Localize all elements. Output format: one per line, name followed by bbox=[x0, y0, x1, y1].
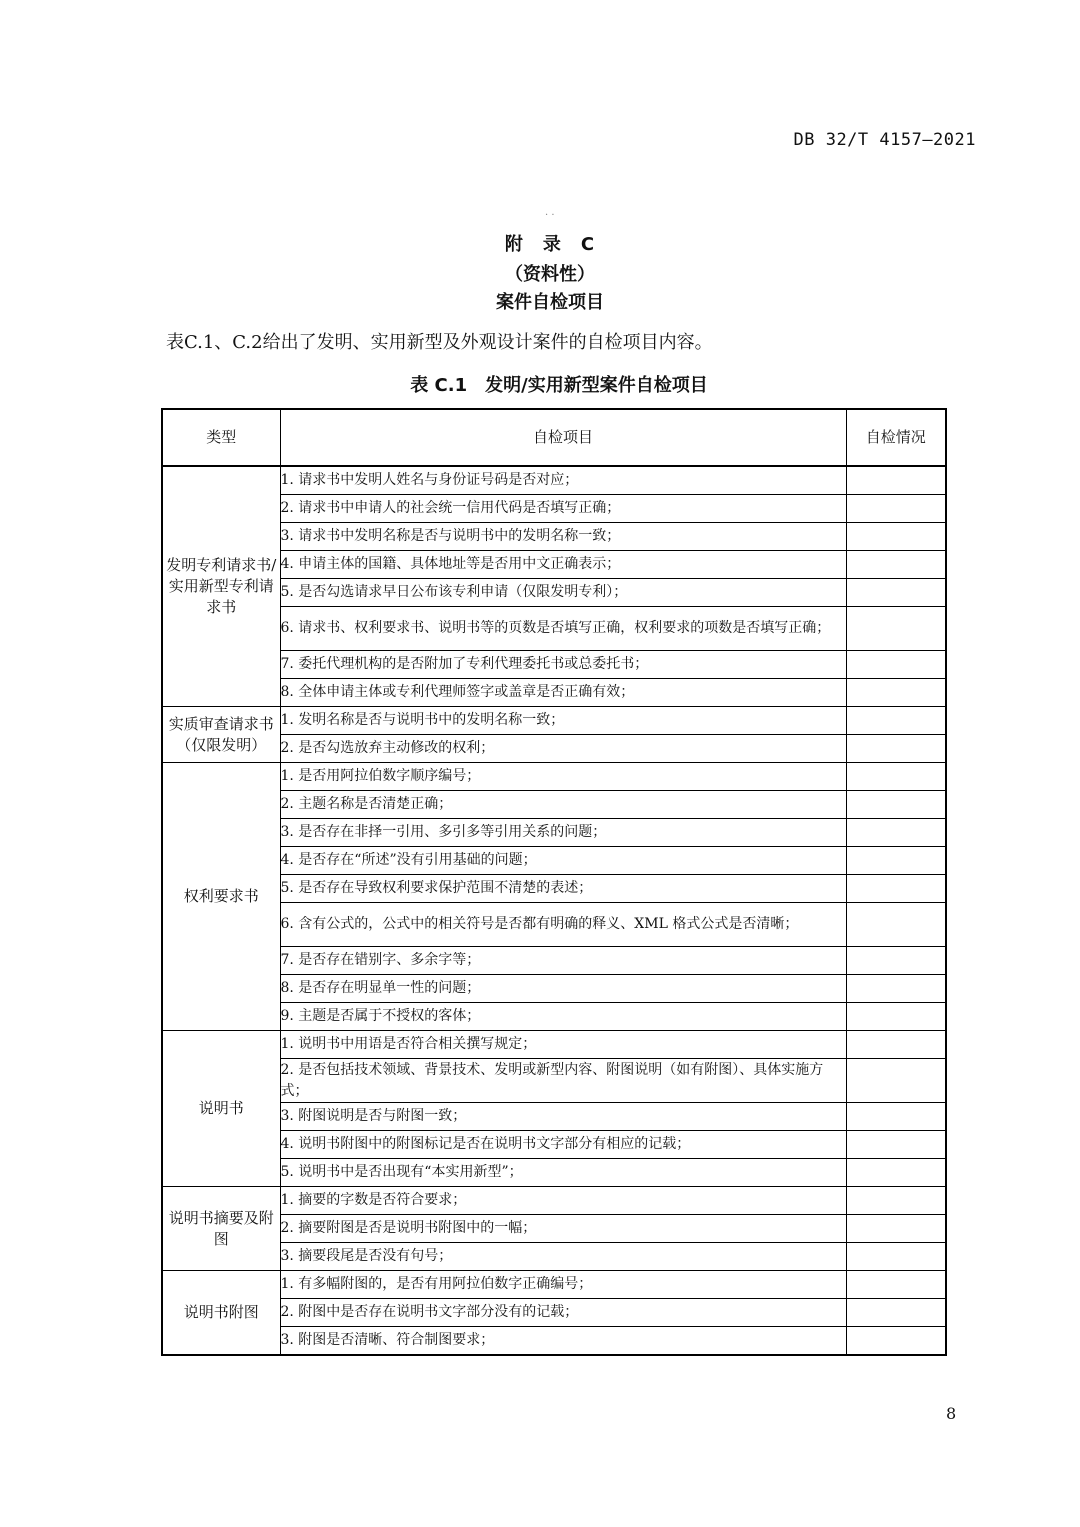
type-cell: 实质审查请求书（仅限发明） bbox=[162, 707, 280, 763]
item-cell: 2. 附图中是否存在说明书文字部分没有的记载； bbox=[280, 1299, 846, 1327]
item-cell: 5. 是否存在导致权利要求保护范围不清楚的表述； bbox=[280, 875, 846, 903]
item-cell: 3. 请求书中发明名称是否与说明书中的发明名称一致； bbox=[280, 523, 846, 551]
item-cell: 3. 摘要段尾是否没有句号； bbox=[280, 1243, 846, 1271]
item-cell: 2. 摘要附图是否是说明书附图中的一幅； bbox=[280, 1215, 846, 1243]
status-cell[interactable] bbox=[846, 1299, 946, 1327]
item-cell: 5. 说明书中是否出现有“本实用新型”； bbox=[280, 1159, 846, 1187]
table-row bbox=[162, 707, 946, 735]
item-cell: 4. 申请主体的国籍、具体地址等是否用中文正确表示； bbox=[280, 551, 846, 579]
status-cell[interactable] bbox=[846, 495, 946, 523]
item-cell: 1. 有多幅附图的，是否有用阿拉伯数字正确编号； bbox=[280, 1271, 846, 1299]
item-cell: 3. 是否存在非择一引用、多引多等引用关系的问题； bbox=[280, 819, 846, 847]
table-row bbox=[162, 1003, 946, 1031]
type-cell: 说明书摘要及附图 bbox=[162, 1187, 280, 1271]
status-cell[interactable] bbox=[846, 1187, 946, 1215]
self-check-table bbox=[161, 408, 947, 1356]
item-cell: 1. 发明名称是否与说明书中的发明名称一致； bbox=[280, 707, 846, 735]
item-cell: 3. 附图是否清晰、符合制图要求； bbox=[280, 1327, 846, 1356]
status-cell[interactable] bbox=[846, 1131, 946, 1159]
table-row bbox=[162, 947, 946, 975]
status-cell[interactable] bbox=[846, 735, 946, 763]
table-row bbox=[162, 735, 946, 763]
standard-number: DB 32/T 4157—2021 bbox=[793, 130, 976, 150]
status-cell[interactable] bbox=[846, 523, 946, 551]
table-row bbox=[162, 1243, 946, 1271]
table-row bbox=[162, 1131, 946, 1159]
table-row bbox=[162, 1103, 946, 1131]
type-cell: 说明书附图 bbox=[162, 1271, 280, 1356]
status-cell[interactable] bbox=[846, 1159, 946, 1187]
item-cell: 7. 委托代理机构的是否附加了专利代理委托书或总委托书； bbox=[280, 651, 846, 679]
status-cell[interactable] bbox=[846, 1327, 946, 1356]
item-cell: 1. 说明书中用语是否符合相关撰写规定； bbox=[280, 1031, 846, 1059]
table-row bbox=[162, 1159, 946, 1187]
table-row bbox=[162, 607, 946, 651]
header-item: 自检项目 bbox=[280, 409, 846, 466]
item-cell: 2. 请求书中申请人的社会统一信用代码是否填写正确； bbox=[280, 495, 846, 523]
type-cell: 权利要求书 bbox=[162, 763, 280, 1031]
status-cell[interactable] bbox=[846, 1003, 946, 1031]
item-cell: 2. 主题名称是否清楚正确； bbox=[280, 791, 846, 819]
item-cell: 4. 说明书附图中的附图标记是否在说明书文字部分有相应的记载； bbox=[280, 1131, 846, 1159]
header-type: 类型 bbox=[162, 409, 280, 466]
table-row bbox=[162, 579, 946, 607]
table-row bbox=[162, 651, 946, 679]
item-cell: 5. 是否勾选请求早日公布该专利申请（仅限发明专利）； bbox=[280, 579, 846, 607]
status-cell[interactable] bbox=[846, 579, 946, 607]
status-cell[interactable] bbox=[846, 607, 946, 651]
status-cell[interactable] bbox=[846, 1243, 946, 1271]
item-cell: 3. 附图说明是否与附图一致； bbox=[280, 1103, 846, 1131]
table-row bbox=[162, 791, 946, 819]
appendix-nature: （资料性） bbox=[505, 264, 595, 285]
status-cell[interactable] bbox=[846, 791, 946, 819]
item-cell: 2. 是否勾选放弃主动修改的权利； bbox=[280, 735, 846, 763]
status-cell[interactable] bbox=[846, 1059, 946, 1103]
header-status: 自检情况 bbox=[846, 409, 946, 466]
table-row bbox=[162, 903, 946, 947]
table-row bbox=[162, 819, 946, 847]
appendix-title: 附 录 C bbox=[504, 234, 596, 255]
status-cell[interactable] bbox=[846, 651, 946, 679]
table-row bbox=[162, 1031, 946, 1059]
table-row bbox=[162, 875, 946, 903]
status-cell[interactable] bbox=[846, 947, 946, 975]
status-cell[interactable] bbox=[846, 1031, 946, 1059]
table-caption: 表 C.1 发明/实用新型案件自检项目 bbox=[410, 375, 708, 396]
decorative-dots: · · bbox=[545, 210, 555, 221]
table-row bbox=[162, 1187, 946, 1215]
item-cell: 8. 是否存在明显单一性的问题； bbox=[280, 975, 846, 1003]
status-cell[interactable] bbox=[846, 1215, 946, 1243]
status-cell[interactable] bbox=[846, 1103, 946, 1131]
table-row bbox=[162, 466, 946, 495]
status-cell[interactable] bbox=[846, 819, 946, 847]
intro-paragraph: 表C.1、C.2给出了发明、实用新型及外观设计案件的自检项目内容。 bbox=[166, 332, 713, 353]
item-cell: 2. 是否包括技术领域、背景技术、发明或新型内容、附图说明（如有附图）、具体实施方式； bbox=[280, 1059, 846, 1103]
item-cell: 7. 是否存在错别字、多余字等； bbox=[280, 947, 846, 975]
table-row bbox=[162, 1299, 946, 1327]
table-row bbox=[162, 495, 946, 523]
item-cell: 4. 是否存在“所述”没有引用基础的问题； bbox=[280, 847, 846, 875]
status-cell[interactable] bbox=[846, 466, 946, 495]
status-cell[interactable] bbox=[846, 875, 946, 903]
table-row bbox=[162, 1327, 946, 1356]
table-row bbox=[162, 523, 946, 551]
table-row bbox=[162, 1059, 946, 1103]
item-cell: 1. 请求书中发明人姓名与身份证号码是否对应； bbox=[280, 466, 846, 495]
table-row bbox=[162, 679, 946, 707]
appendix-name: 案件自检项目 bbox=[496, 292, 604, 313]
type-cell: 发明专利请求书/实用新型专利请求书 bbox=[162, 466, 280, 707]
table-row bbox=[162, 763, 946, 791]
status-cell[interactable] bbox=[846, 975, 946, 1003]
table-row bbox=[162, 551, 946, 579]
status-cell[interactable] bbox=[846, 903, 946, 947]
status-cell[interactable] bbox=[846, 1271, 946, 1299]
item-cell: 6. 含有公式的，公式中的相关符号是否都有明确的释义、XML 格式公式是否清晰； bbox=[280, 903, 846, 947]
status-cell[interactable] bbox=[846, 707, 946, 735]
item-cell: 1. 是否用阿拉伯数字顺序编号； bbox=[280, 763, 846, 791]
status-cell[interactable] bbox=[846, 551, 946, 579]
table-row bbox=[162, 975, 946, 1003]
table-row bbox=[162, 1215, 946, 1243]
table-row bbox=[162, 1271, 946, 1299]
item-cell: 1. 摘要的字数是否符合要求； bbox=[280, 1187, 846, 1215]
type-cell: 说明书 bbox=[162, 1031, 280, 1187]
table-row bbox=[162, 847, 946, 875]
status-cell[interactable] bbox=[846, 679, 946, 707]
item-cell: 8. 全体申请主体或专利代理师签字或盖章是否正确有效； bbox=[280, 679, 846, 707]
status-cell[interactable] bbox=[846, 763, 946, 791]
page-number: 8 bbox=[946, 1404, 957, 1423]
status-cell[interactable] bbox=[846, 847, 946, 875]
item-cell: 6. 请求书、权利要求书、说明书等的页数是否填写正确，权利要求的项数是否填写正确； bbox=[280, 607, 846, 651]
item-cell: 9. 主题是否属于不授权的客体； bbox=[280, 1003, 846, 1031]
